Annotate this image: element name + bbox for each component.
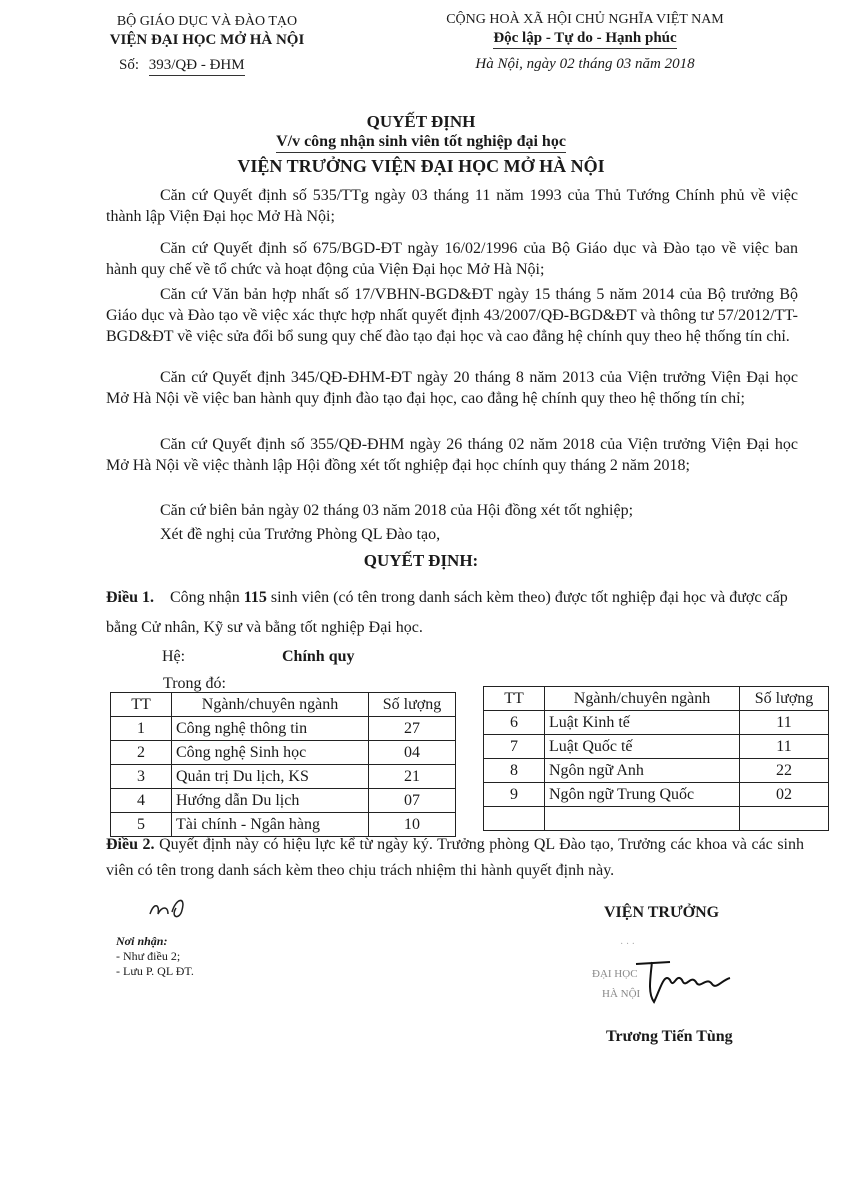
table-row: 3 Quản trị Du lịch, KS 21 bbox=[111, 765, 456, 789]
recipient-item: - Lưu P. QL ĐT. bbox=[116, 964, 194, 978]
header-left bbox=[92, 12, 322, 76]
basis-paragraph: Căn cứ Văn bản hợp nhất số 17/VBHN-BGD&ĐT ngày 15 tháng 5 năm 2014 của Bộ trưởng Bộ Giáo dục và Đào tạo về việc xác thực hợp nhất quyết định 43/2007/QĐ-BGD&ĐT và thông tư 57/2012/TT-BGD&ĐT về việc sửa đổi bổ sung quy chế đào tạo đại học và cao đẳng hệ chính quy theo hệ thống tín chỉ. bbox=[106, 286, 798, 345]
national-motto: Độc lập - Tự do - Hạnh phúc bbox=[493, 29, 676, 49]
table-row: 4 Hướng dẫn Du lịch 07 bbox=[111, 789, 456, 813]
basis-paragraph: Căn cứ Quyết định số 675/BGD-ĐT ngày 16/02/1996 của Bộ Giáo dục và Đào tạo về việc ban hành quy chế về tổ chức và hoạt động của Viện Đại học Mở Hà Nội; bbox=[106, 240, 798, 278]
system-label: Hệ: bbox=[162, 648, 186, 665]
majors-table-left bbox=[110, 692, 456, 837]
table-row: 7 Luật Quốc tế 11 bbox=[484, 735, 829, 759]
basis-paragraph: Căn cứ Quyết định số 535/TTg ngày 03 tháng 11 năm 1993 của Thủ Tướng Chính phủ về việc thành lập Viện Đại học Mở Hà Nội; bbox=[106, 187, 798, 225]
svg-text:· · ·: · · · bbox=[620, 939, 635, 950]
article-1-text-after: sinh viên (có tên trong danh sách kèm theo) được tốt nghiệp đại học và được cấp bằng Cử nhân, Kỹ sư và bằng tốt nghiệp Đại học. bbox=[106, 589, 788, 636]
table-row: 9 Ngôn ngữ Trung Quốc 02 bbox=[484, 783, 829, 807]
table-row: 8 Ngôn ngữ Anh 22 bbox=[484, 759, 829, 783]
recipients-heading: Nơi nhận: bbox=[116, 934, 168, 948]
recipients-block bbox=[116, 934, 194, 979]
header-tt: TT bbox=[111, 693, 172, 717]
basis-paragraph: Căn cứ biên bản ngày 02 tháng 03 năm 2018 của Hội đồng xét tốt nghiệp; bbox=[160, 502, 634, 519]
table-row: 5 Tài chính - Ngân hàng 10 bbox=[111, 813, 456, 837]
initials-signature bbox=[146, 892, 196, 924]
table-row: 1 Công nghệ thông tin 27 bbox=[111, 717, 456, 741]
recipient-item: - Như điều 2; bbox=[116, 949, 181, 963]
majors-table-right bbox=[483, 686, 829, 831]
header-tt: TT bbox=[484, 687, 545, 711]
header-major: Ngành/chuyên ngành bbox=[172, 693, 369, 717]
title-block bbox=[0, 112, 842, 179]
handwritten-signature bbox=[630, 950, 740, 1010]
issuer-title: VIỆN TRƯỞNG VIỆN ĐẠI HỌC MỞ HÀ NỘI bbox=[237, 156, 605, 176]
header-count: Số lượng bbox=[369, 693, 456, 717]
article-2-text: Quyết định này có hiệu lực kể từ ngày ký. Trưởng phòng QL Đào tạo, Trưởng các khoa và các sinh viên có tên trong danh sách kèm theo chịu trách nhiệm thi hành quyết định này. bbox=[106, 836, 804, 879]
article-2 bbox=[106, 832, 804, 884]
basis-paragraph: Căn cứ Quyết định 345/QĐ-ĐHM-ĐT ngày 20 tháng 8 năm 2013 của Viện trưởng Viện Đại học Mở Hà Nội về việc ban hành quy định đào tạo đại học, cao đẳng hệ chính quy theo hệ thống tín chỉ; bbox=[106, 369, 798, 407]
article-1 bbox=[106, 583, 800, 643]
system-value: Chính quy bbox=[282, 648, 355, 665]
table-header-row bbox=[111, 693, 456, 717]
table-row bbox=[484, 807, 829, 831]
header-major: Ngành/chuyên ngành bbox=[545, 687, 740, 711]
signer-name: Trương Tiến Tùng bbox=[606, 1028, 733, 1045]
decision-subject: V/v công nhận sinh viên tốt nghiệp đại học bbox=[276, 132, 566, 153]
article-2-label: Điều 2. bbox=[106, 836, 155, 853]
number-label: Số: bbox=[119, 57, 140, 73]
number-value: 393/QĐ - ĐHM bbox=[149, 56, 245, 76]
place-date: Hà Nội, ngày 02 tháng 03 năm 2018 bbox=[475, 56, 695, 72]
ministry-name: BỘ GIÁO DỤC VÀ ĐÀO TẠO bbox=[116, 14, 298, 29]
document-number bbox=[92, 56, 322, 76]
basis-paragraph: Căn cứ Quyết định số 355/QĐ-ĐHM ngày 26 tháng 02 năm 2018 của Viện trưởng Viện Đại học Mở Hà Nội về việc thành lập Hội đồng xét tốt nghiệp đại học chính quy tháng 2 năm 2018; bbox=[106, 436, 798, 474]
svg-text:HÀ NỘI: HÀ NỘI bbox=[602, 988, 641, 1000]
decision-heading: QUYẾT ĐỊNH: bbox=[363, 551, 479, 570]
decision-title: QUYẾT ĐỊNH bbox=[366, 112, 476, 131]
svg-text:ĐẠI HỌC: ĐẠI HỌC bbox=[592, 968, 638, 980]
article-1-label: Điều 1. bbox=[106, 589, 154, 606]
table-header-row bbox=[484, 687, 829, 711]
country-name: CỘNG HOÀ XÃ HỘI CHỦ NGHĨA VIỆT NAM bbox=[446, 12, 724, 27]
signer-title: VIỆN TRƯỞNG bbox=[604, 904, 720, 921]
article-1-text-before: Công nhận bbox=[170, 589, 240, 606]
header-right bbox=[420, 10, 750, 74]
graduate-count: 115 bbox=[243, 589, 267, 606]
among-label: Trong đó: bbox=[163, 675, 226, 692]
institute-name: VIỆN ĐẠI HỌC MỞ HÀ NỘI bbox=[109, 32, 305, 48]
table-row: 6 Luật Kinh tế 11 bbox=[484, 711, 829, 735]
table-row: 2 Công nghệ Sinh học 04 bbox=[111, 741, 456, 765]
header-count: Số lượng bbox=[740, 687, 829, 711]
proposal-paragraph: Xét đề nghị của Trưởng Phòng QL Đào tạo, bbox=[160, 526, 441, 543]
